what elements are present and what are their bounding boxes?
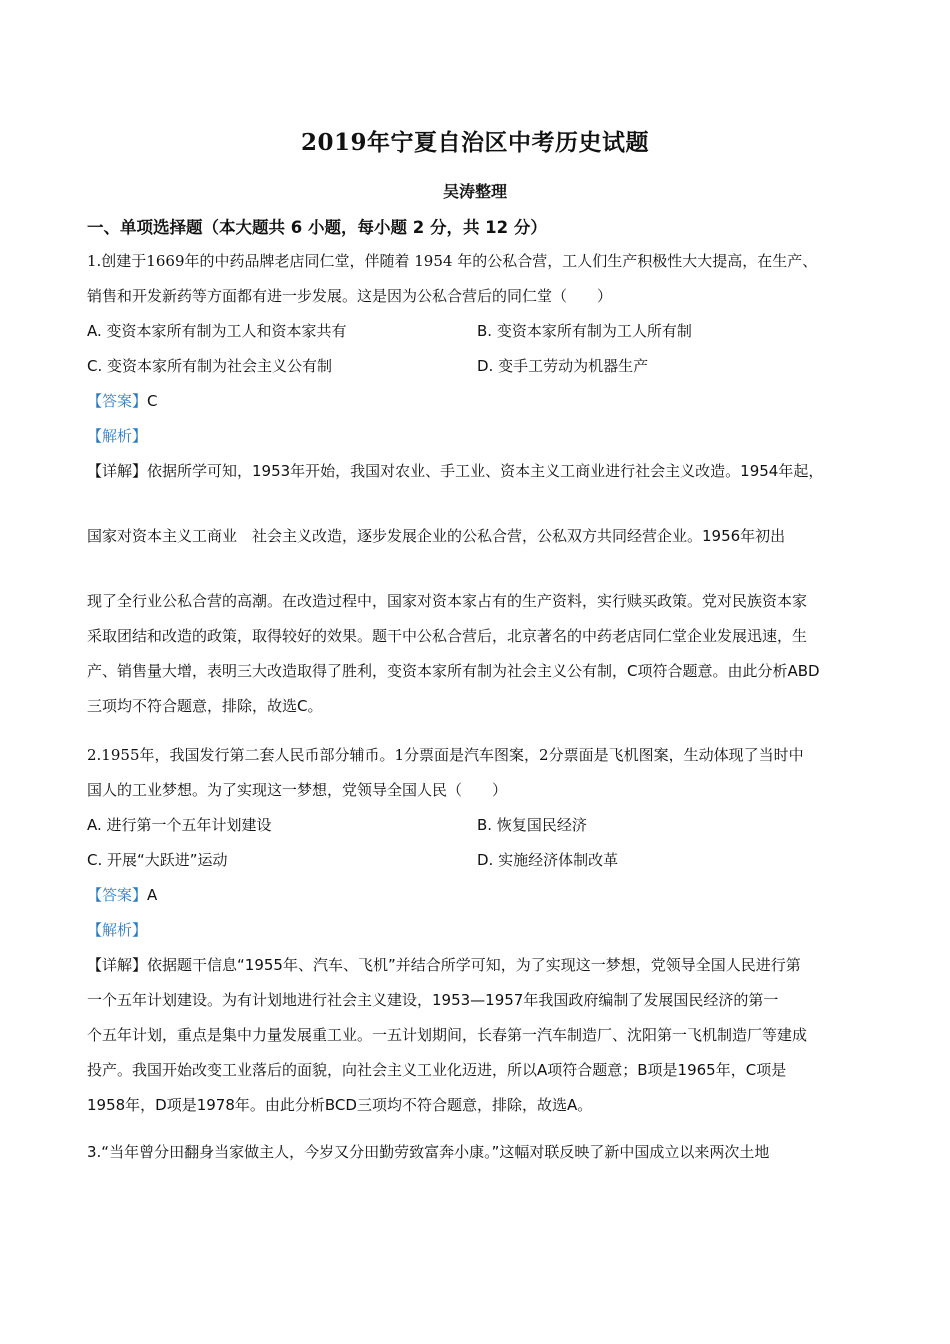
page-title: 2019年宁夏自治区中考历史试题 xyxy=(300,129,649,156)
detail-line: 个五年计划，重点是集中力量发展重工业。一五计划期间，长春第一汽车制造厂、沈阳第一飞机制造厂等建成 xyxy=(87,1026,808,1044)
detail-line: 1958年，D项是1978年。由此分析BCD三项均不符合题意，排除，故选A。 xyxy=(87,1096,593,1114)
question-3 xyxy=(87,1135,867,1170)
question-stem-line: 2.1955年，我国发行第二套人民币部分辅币。1分票面是汽车图案，2分票面是飞机图案，生动体现了当时中 xyxy=(87,746,804,764)
option-a: A. 变资本家所有制为工人和资本家共有 xyxy=(87,322,347,340)
option-b: B. 变资本家所有制为工人所有制 xyxy=(477,322,692,340)
option-c: C. 变资本家所有制为社会主义公有制 xyxy=(87,357,333,375)
options-row xyxy=(87,808,867,843)
options-row xyxy=(87,843,867,878)
question-stem-line: 国人的工业梦想。为了实现这一梦想，党领导全国人民（ ） xyxy=(87,781,508,799)
answer-tag: 【答案】 xyxy=(87,886,148,904)
page-subtitle: 吴涛整理 xyxy=(442,182,507,201)
answer-value: C xyxy=(147,392,158,410)
detail-line: 投产。我国开始改变工业落后的面貌，向社会主义工业化迈进，所以A项符合题意；B项是1965年，C项是 xyxy=(87,1061,787,1079)
question-stem-line: 销售和开发新药等方面都有进一步发展。这是因为公私合营后的同仁堂（ ） xyxy=(87,287,613,305)
detail-line: 国家对资本主义工商业 社会主义改造，逐步发展企业的公私合营，公私双方共同经营企业。1956年初出 xyxy=(87,527,786,545)
questions-body xyxy=(87,244,867,1170)
answer-line xyxy=(87,878,867,913)
detail-line: 现了全行业公私合营的高潮。在改造过程中，国家对资本家占有的生产资料，实行赎买政策。党对民族资本家 xyxy=(87,592,808,610)
analysis-tag: 【解析】 xyxy=(87,921,148,939)
analysis-tag: 【解析】 xyxy=(87,427,148,445)
detail-line: 采取团结和改造的政策，取得较好的效果。题干中公私合营后，北京著名的中药老店同仁堂企业发展迅速，生 xyxy=(87,627,808,645)
detail-line: 三项均不符合题意，排除，故选C。 xyxy=(87,697,323,715)
section-heading: 一、单项选择题（本大题共 6 小题，每小题 2 分，共 12 分） xyxy=(87,218,547,237)
answer-value: A xyxy=(147,886,158,904)
detail-line: 产、销售量大增，表明三大改造取得了胜利，变资本家所有制为社会主义公有制，C项符合题意。由此分析ABD xyxy=(87,662,820,680)
option-b: B. 恢复国民经济 xyxy=(477,816,587,834)
detail-line: 【详解】依据所学可知，1953年开始，我国对农业、手工业、资本主义工商业进行社会主义改造。1954年起， xyxy=(87,462,824,480)
detail-line: 【详解】依据题干信息“1955年、汽车、飞机”并结合所学可知，为了实现这一梦想，党领导全国人民进行第 xyxy=(87,956,801,974)
question-1 xyxy=(87,244,867,724)
option-d: D. 实施经济体制改革 xyxy=(477,851,619,869)
option-c: C. 开展“大跃进”运动 xyxy=(87,851,228,869)
answer-line xyxy=(87,384,867,419)
question-2 xyxy=(87,738,867,1123)
detail-line: 一个五年计划建设。为有计划地进行社会主义建设，1953—1957年我国政府编制了发展国民经济的第一 xyxy=(87,991,779,1009)
option-a: A. 进行第一个五年计划建设 xyxy=(87,816,272,834)
options-row xyxy=(87,349,867,384)
question-stem-line: 3.“当年曾分田翻身当家做主人，今岁又分田勤劳致富奔小康。”这幅对联反映了新中国成立以来两次土地 xyxy=(87,1143,770,1161)
option-d: D. 变手工劳动为机器生产 xyxy=(477,357,649,375)
question-stem-line: 1.创建于1669年的中药品牌老店同仁堂，伴随着 1954 年的公私合营，工人们生产积极性大大提高，在生产、 xyxy=(87,252,818,270)
answer-tag: 【答案】 xyxy=(87,392,148,410)
options-row xyxy=(87,314,867,349)
